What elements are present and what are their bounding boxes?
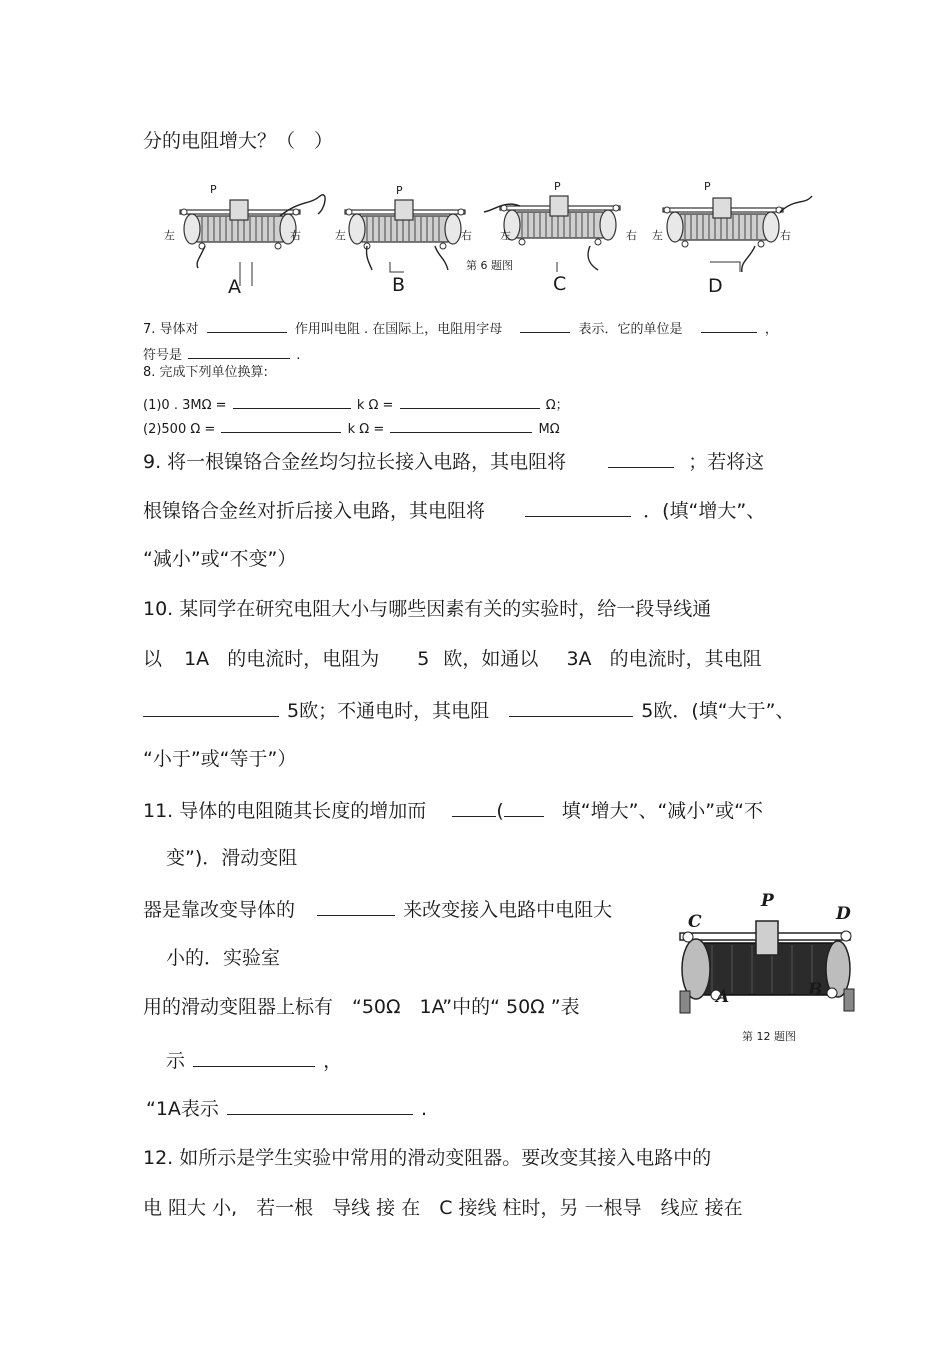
- right-label-c: 右: [626, 229, 637, 242]
- q7-line2: [143, 342, 300, 362]
- q12-line2: 电 阻大 小, 若一根 导线 接 在 C 接线 柱时，另 一根导 线应 接在: [143, 1197, 743, 1219]
- q10-text: 以: [143, 648, 163, 670]
- q8-line2: [143, 416, 560, 436]
- q8-text: k Ω =: [347, 422, 385, 437]
- q7-text: ，: [764, 322, 778, 337]
- q11-text: 器是靠改变导体的: [143, 899, 296, 921]
- q7-line1: [143, 316, 778, 336]
- q10-text: 的电流时，其电阻: [609, 648, 762, 670]
- q11-line3: [143, 899, 612, 920]
- q11-text: 示: [166, 1050, 186, 1072]
- q10-text: 5欧；不通电时，其电阻: [287, 700, 490, 722]
- q10-text: 5: [417, 648, 430, 670]
- q11-line6: [166, 1050, 342, 1071]
- q10-blank-1[interactable]: [143, 700, 279, 717]
- q8-blank-3[interactable]: [221, 416, 341, 433]
- q9-line2: [143, 500, 765, 521]
- q12-line1: 12. 如所示是学生实验中常用的滑动变阻器。要改变其接入电路中的: [143, 1147, 712, 1169]
- q11-blank-3[interactable]: [193, 1050, 315, 1067]
- q8-text: Ω；: [545, 398, 569, 413]
- q12-figure-caption: 第 12 题图: [742, 1030, 796, 1043]
- right-label-a: 右: [290, 229, 301, 242]
- q10-blank-2[interactable]: [509, 700, 633, 717]
- q11-text: “1A表示: [146, 1098, 219, 1120]
- q11-text: 来改变接入电路中电阻大: [403, 899, 613, 921]
- q11-blank-2[interactable]: [317, 899, 395, 916]
- option-label-d: D: [708, 275, 723, 297]
- q8-text: (2)500 Ω =: [143, 422, 216, 437]
- q7-blank-2[interactable]: [520, 316, 570, 333]
- q6-tail-text: 分的电阻增大？（ ）: [143, 130, 334, 152]
- q6-figure-caption: 第 6 题图: [466, 259, 513, 272]
- q11-blank-1[interactable]: [452, 800, 496, 817]
- q11-blank-4[interactable]: [227, 1098, 413, 1115]
- q10-text: 5欧．(填“大于”、: [641, 700, 795, 722]
- q11-blank-1b[interactable]: [504, 800, 544, 817]
- q10-text: 欧，如通以: [443, 648, 539, 670]
- option-label-b: B: [392, 274, 406, 296]
- q9-line3: “减小”或“不变”）: [143, 548, 297, 570]
- left-label-b: 左: [335, 229, 346, 242]
- q8-text: k Ω =: [356, 398, 394, 413]
- q8-line1: [143, 392, 569, 412]
- terminal-label-b: B: [808, 980, 823, 1000]
- q10-line4: “小于”或“等于”）: [143, 748, 297, 770]
- q10-line3: [143, 700, 794, 721]
- terminal-label-a: A: [716, 987, 730, 1007]
- right-label-b: 右: [461, 229, 472, 242]
- q7-text: 7. 导体对: [143, 322, 199, 337]
- q11-line5: 用的滑动变阻器上标有 “50Ω 1A”中的“ 50Ω ”表: [143, 996, 580, 1018]
- q9-blank-2[interactable]: [525, 500, 631, 517]
- q7-text: 表示．它的单位是: [578, 322, 683, 337]
- q7-text: 作用叫电阻 . 在国际上，电阻用字母: [294, 322, 503, 337]
- slider-label-a: P: [210, 183, 217, 196]
- q11-text: (: [496, 800, 504, 822]
- q9-blank-1[interactable]: [608, 451, 674, 468]
- slider-label-c: P: [554, 180, 561, 193]
- q11-text: .: [421, 1098, 428, 1120]
- q8-title: 8. 完成下列单位换算:: [143, 365, 268, 380]
- q9-line1: [143, 451, 764, 472]
- q11-text: 11. 导体的电阻随其长度的增加而: [143, 800, 427, 822]
- q7-text: 符号是: [143, 348, 183, 363]
- q8-blank-4[interactable]: [390, 416, 532, 433]
- q9-text: 根镍铬合金丝对折后接入电路，其电阻将: [143, 500, 486, 522]
- q10-text: 的电流时，电阻为: [227, 648, 380, 670]
- option-label-c: C: [553, 273, 567, 295]
- q8-blank-1[interactable]: [233, 392, 351, 409]
- option-label-a: A: [228, 276, 241, 298]
- q9-text: ；若将这: [688, 451, 765, 473]
- q7-blank-1[interactable]: [207, 316, 287, 333]
- q8-blank-2[interactable]: [400, 392, 540, 409]
- q11-text: 填“增大”、“减小”或“不: [561, 800, 763, 822]
- q10-line2: [143, 650, 762, 669]
- left-label-d: 左: [652, 229, 663, 242]
- terminal-label-d: D: [836, 904, 851, 924]
- q8-text: (1)0 . 3MΩ =: [143, 398, 227, 413]
- q8-text: MΩ: [538, 422, 560, 437]
- q11-text: ，: [323, 1050, 343, 1072]
- left-label-a: 左: [164, 229, 175, 242]
- slider-label-d: P: [704, 180, 711, 193]
- q11-line1: [143, 800, 763, 821]
- left-label-c: 左: [500, 229, 511, 242]
- q11-line4: 小的．实验室: [166, 947, 281, 969]
- slider-label-p: P: [761, 891, 774, 911]
- q10-text: 3A: [566, 648, 592, 670]
- q11-line7: [146, 1098, 427, 1119]
- q9-text: 9. 将一根镍铬合金丝均匀拉长接入电路，其电阻将: [143, 451, 567, 473]
- right-label-d: 右: [780, 229, 791, 242]
- slider-label-b: P: [396, 184, 403, 197]
- q7-blank-4[interactable]: [188, 342, 290, 359]
- q9-text: ．(填“增大”、: [643, 500, 766, 522]
- q7-text: .: [296, 348, 301, 363]
- q11-line2: 变”)．滑动变阻: [166, 847, 298, 869]
- q10-line1: 10. 某同学在研究电阻大小与哪些因素有关的实验时，给一段导线通: [143, 598, 712, 620]
- terminal-label-c: C: [688, 912, 702, 932]
- q10-text: 1A: [184, 648, 210, 670]
- q7-blank-3[interactable]: [701, 316, 757, 333]
